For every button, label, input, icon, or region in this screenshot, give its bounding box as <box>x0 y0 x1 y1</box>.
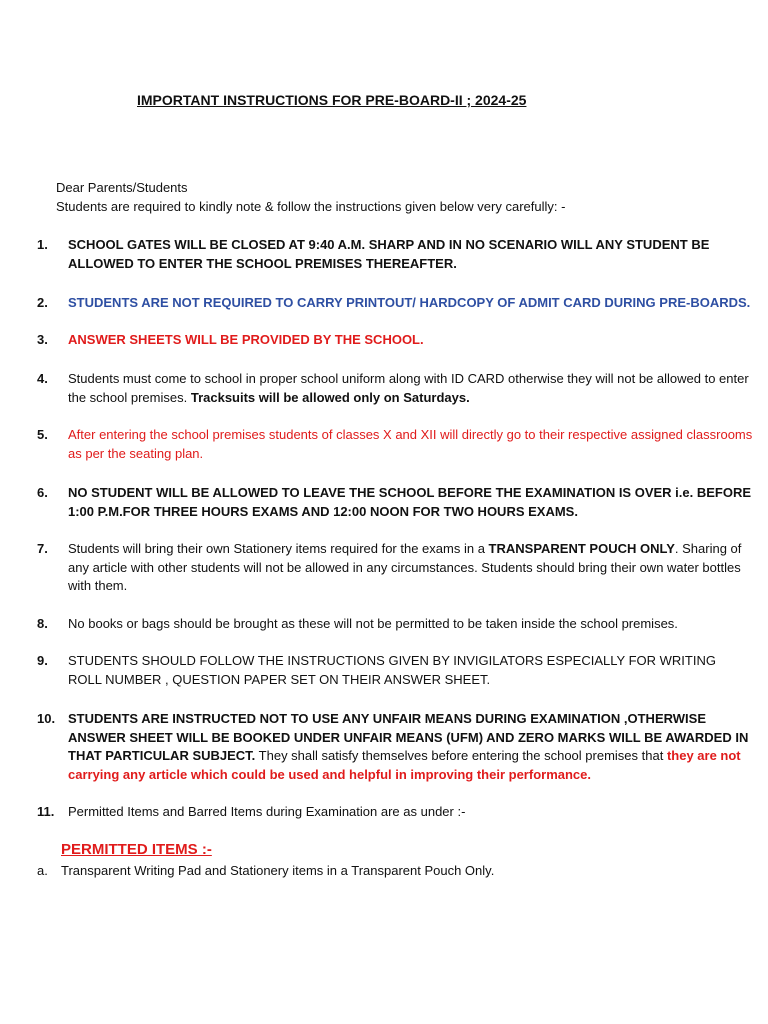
page-title: IMPORTANT INSTRUCTIONS FOR PRE-BOARD-II ; 2024-25 <box>137 92 527 108</box>
item-number: 5. <box>37 427 48 442</box>
item-number: 3. <box>37 332 48 347</box>
item-text: After entering the school premises students of classes X and XII will directly go to their respective assigned classrooms as per the seating plan. <box>68 427 753 461</box>
item-text <box>68 710 753 784</box>
item-text <box>68 370 753 407</box>
item-text: STUDENTS ARE NOT REQUIRED TO CARRY PRINTOUT/ HARDCOPY OF ADMIT CARD DURING PRE-BOARDS. <box>68 295 751 310</box>
item-text: NO STUDENT WILL BE ALLOWED TO LEAVE THE SCHOOL BEFORE THE EXAMINATION IS OVER i.e. BEFORE 1:00 P.M.FOR THREE HOURS EXAMS AND 12:00 NOON FOR TWO HOURS EXAMS. <box>68 485 752 519</box>
item-text: Permitted Items and Barred Items during Examination are as under :- <box>68 804 466 819</box>
item-number: 8. <box>37 616 48 631</box>
item-text: SCHOOL GATES WILL BE CLOSED AT 9:40 A.M. SHARP AND IN NO SCENARIO WILL ANY STUDENT BE ALLOWED TO ENTER THE SCHOOL PREMISES THEREAFTER. <box>68 237 710 271</box>
item-text: STUDENTS SHOULD FOLLOW THE INSTRUCTIONS GIVEN BY INVIGILATORS ESPECIALLY FOR WRITING ROLL NUMBER , QUESTION PAPER SET ON THEIR ANSWER SHEET. <box>68 653 716 687</box>
item-text-warning: they are not carrying any article which could be used and helpful in improving their performance. <box>68 748 741 782</box>
item-text-part: Students will bring their own Stationery items required for the exams in a <box>68 541 489 556</box>
item-text-part: Students must come to school in proper school uniform along with ID CARD otherwise they will not be allowed to enter the school premises. <box>68 371 749 405</box>
permitted-item-label: a. <box>37 863 48 878</box>
permitted-items-heading: PERMITTED ITEMS :- <box>61 841 212 858</box>
item-text-part: They shall satisfy themselves before entering the school premises that <box>255 748 667 763</box>
item-text-emphasis: STUDENTS ARE INSTRUCTED NOT TO USE ANY UNFAIR MEANS DURING EXAMINATION ,OTHERWISE ANSWER SHEET WILL BE BOOKED UNDER UNFAIR MEANS (UFM) AND ZERO MARKS WILL BE AWARDED IN THAT PARTICULAR SUBJECT. <box>68 711 749 763</box>
item-number: 1. <box>37 237 48 252</box>
greeting: Dear Parents/Students <box>56 180 188 195</box>
item-text-emphasis: Tracksuits will be allowed only on Saturdays. <box>190 389 470 405</box>
item-number: 4. <box>37 371 48 386</box>
intro-text: Students are required to kindly note & follow the instructions given below very carefully: - <box>56 199 566 214</box>
item-text-part: . Sharing of any article with other students will not be allowed in any circumstances. Students should bring their own water bottles with them. <box>68 541 742 593</box>
item-number: 6. <box>37 485 48 500</box>
item-number: 11. <box>37 804 55 819</box>
item-text-emphasis: TRANSPARENT POUCH ONLY <box>488 541 675 556</box>
item-number: 10. <box>37 711 56 726</box>
item-number: 9. <box>37 653 48 668</box>
item-text <box>68 540 753 596</box>
permitted-item-text: Transparent Writing Pad and Stationery items in a Transparent Pouch Only. <box>61 863 495 878</box>
item-text: ANSWER SHEETS WILL BE PROVIDED BY THE SCHOOL. <box>68 332 424 347</box>
item-text: No books or bags should be brought as these will not be permitted to be taken inside the school premises. <box>68 616 678 631</box>
item-number: 7. <box>37 541 48 556</box>
item-number: 2. <box>37 295 48 310</box>
